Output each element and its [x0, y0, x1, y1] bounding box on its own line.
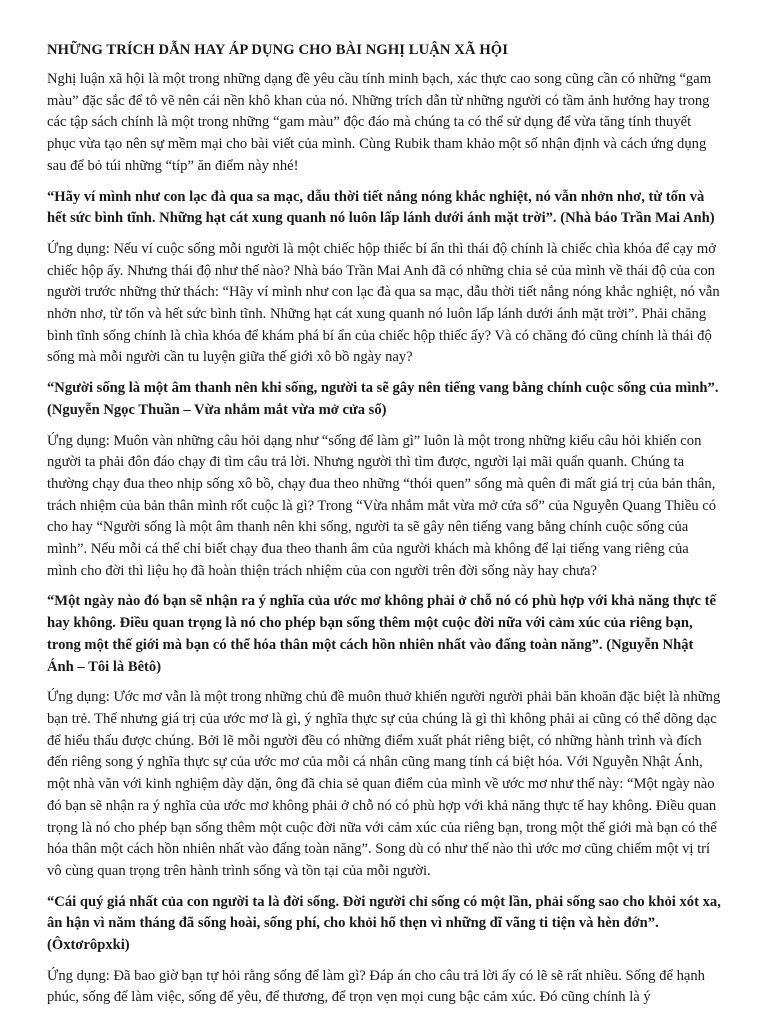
application-2: Ứng dụng: Muôn vàn những câu hỏi dạng như “sống để làm gì” luôn là một trong những kiểu câu hỏi khiến con người ta phải đôn đáo chạy đi tìm câu trả lời. Nhưng người thì tìm được, người lại mãi quẩn quanh. Chúng ta thường chạy đua theo nhịp sống xô bồ, chạy đua theo những “thói quen” sống mà quên đi mất giá trị của bản thân, trách nhiệm của bản thân mình rốt cuộc là gì? Trong “Vừa nhắm mắt vừa mở cửa sổ” của Nguyễn Quang Thiều có cho hay “Người sống là một âm thanh nên khi sống, người ta sẽ gây nên tiếng vang bằng chính cuộc sống của mình”. Nếu mỗi cá thể chỉ biết chạy đua theo thanh âm của người khách mà không để lại tiếng vang riêng của mình cho đời thì liệu họ đã hoàn thiện trách nhiệm của con người trên đời sống này hay chưa?: [47, 432, 717, 579]
intro-paragraph: Nghị luận xã hội là một trong những dạng đề yêu cầu tính minh bạch, xác thực cao song cũng cần có những “gam màu” đặc sắc để tô vẽ nên cái nền khô khan của nó. Những trích dẫn từ những người có tầm ảnh hưởng hay trong các tập sách chính là một trong những “gam màu” độc đáo mà chúng ta có thể sử dụng để vừa tăng tính thuyết phục vừa tạo nên sự mềm mại cho bài viết của mình. Cùng Rubik tham khảo một số nhận định và cách ứng dụng sau để bỏ túi những “típ” ăn điểm này nhé!: [47, 71, 712, 174]
application-4: Ứng dụng: Đã bao giờ bạn tự hỏi rằng sống để làm gì? Đáp án cho câu trả lời ấy có lẽ sẽ rất nhiều. Sống để hạnh phúc, sống để làm việc, sống để yêu, để thương, để trọn vẹn mọi cung bậc cảm xúc. Đó cũng chính là ý: [47, 967, 705, 1006]
quote-1: “Hãy ví mình như con lạc đà qua sa mạc, dẫu thời tiết nắng nóng khắc nghiệt, nó vẫn nhởn nhơ, từ tốn và hết sức bình tĩnh. Những hạt cát xung quanh nó luôn lấp lánh dưới ánh mặt trời”. (Nhà báo Trần Mai Anh): [47, 188, 715, 227]
document-page: [47, 40, 722, 1018]
quote-3: “Một ngày nào đó bạn sẽ nhận ra ý nghĩa của ước mơ không phải ở chỗ nó có phù hợp với khả năng thực tế hay không. Điều quan trọng là nó cho phép bạn sống thêm một cuộc đời nữa với cảm xúc của riêng bạn, trong một thế giới mà bạn có thể hóa thân một cách hồn nhiên nhất vào đấng toàn năng”. (Nguyễn Nhật Ánh – Tôi là Bêtô): [47, 593, 716, 675]
quote-4: “Cái quý giá nhất của con người ta là đời sống. Đời người chỉ sống có một lần, phải sống sao cho khỏi xót xa, ân hận vì năm tháng đã sống hoài, sống phí, cho khỏi hổ thẹn vì những dĩ vãng ti tiện và hèn đớn”. (Ôxtơrôpxki): [47, 893, 721, 954]
application-1: Ứng dụng: Nếu ví cuộc sống mỗi người là một chiếc hộp thiếc bí ẩn thì thái độ chính là chiếc chìa khóa để cạy mở chiếc hộp ấy. Nhưng thái độ như thế nào? Nhà báo Trần Mai Anh đã có những chia sẻ của mình về thái độ của con người trước những thử thách: “Hãy ví mình như con lạc đà qua sa mạc, dẫu thời tiết nắng nóng khắc nghiệt, nó vẫn nhởn nhơ, từ tốn và hết sức bình tĩnh. Những hạt cát xung quanh nó luôn lấp lánh dưới ánh mặt trời”. Phải chăng bình tĩnh sống chính là chìa khóa để khám phá bí ẩn của chiếc hộp thiếc ấy? Và có chăng đó cũng chính là thái độ sống mà mỗi người cần tu luyện giữa thế giới xô bồ ngày nay?: [47, 240, 720, 366]
quote-2: “Người sống là một âm thanh nên khi sống, người ta sẽ gây nên tiếng vang bằng chính cuộc sống của mình”. (Nguyễn Ngọc Thuần – Vừa nhắm mắt vừa mở cửa sổ): [47, 380, 719, 418]
document-title: NHỮNG TRÍCH DẪN HAY ÁP DỤNG CHO BÀI NGHỊ LUẬN XÃ HỘI: [47, 42, 509, 58]
application-3: Ứng dụng: Ước mơ vẫn là một trong những chủ đề muôn thuở khiến người người phải băn khoăn đặc biệt là những bạn trẻ. Thế nhưng giá trị của ước mơ là gì, ý nghĩa thực sự của chúng là gì thì không phải ai cũng có thể dõng dạc để hiểu thấu được chúng. Bởi lẽ mỗi người đều có những điểm xuất phát riêng biệt, có những hành trình và đích đến riêng song ý nghĩa thực sự của ước mơ của mỗi cá nhân cũng mang tính cá biệt hóa. Với Nguyễn Nhật Ánh, một nhà văn với kinh nghiệm dày dặn, ông đã chia sẻ quan điểm của mình về ước mơ như thế này: “Một ngày nào đó bạn sẽ nhận ra ý nghĩa của ước mơ không phải ở chỗ nó có phù hợp với khả năng thực tế hay không. Điều quan trọng là nó cho phép bạn sống thêm một cuộc đời nữa với cảm xúc của riêng bạn, trong một thế giới mà bạn có thể hóa thân một cách hồn nhiên nhất vào đấng toàn năng”. Song dù có như thế nào thì ước mơ cũng chiếm một vị trí vô cùng quan trọng trên hành trình sống và tồn tại của mỗi người.: [47, 689, 721, 879]
